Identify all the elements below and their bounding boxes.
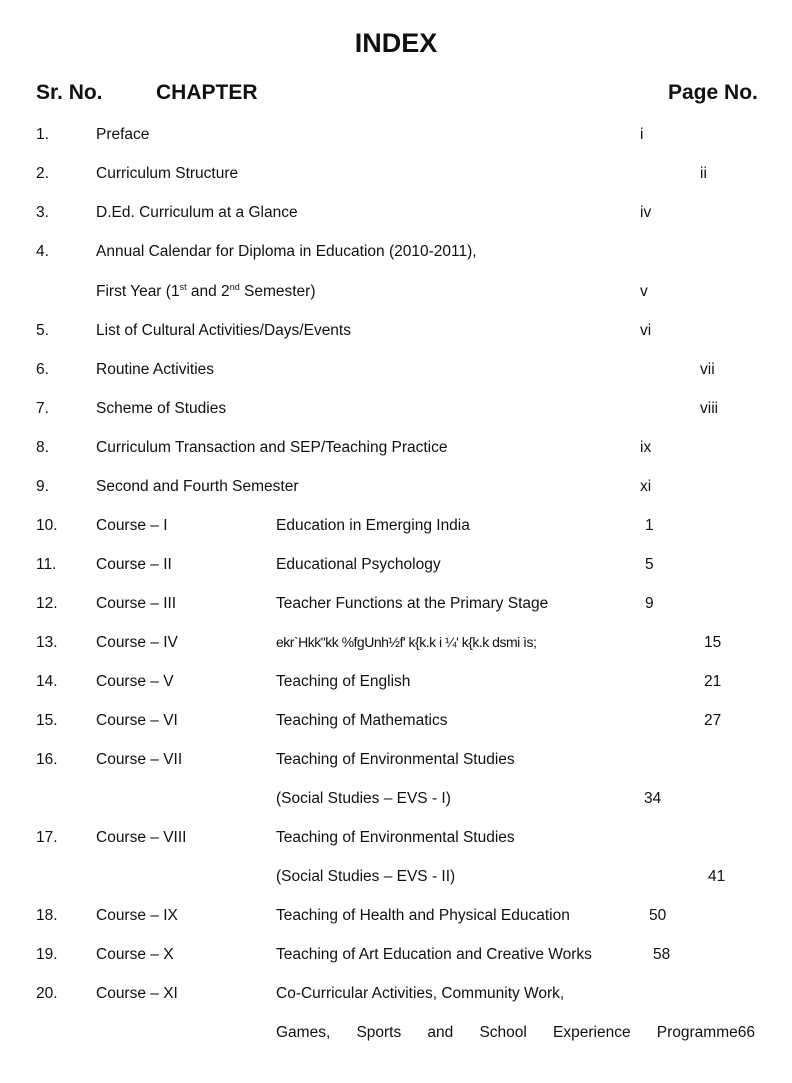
course-subject: Teaching of Art Education and Creative Works <box>276 946 592 963</box>
course-row <box>0 673 792 697</box>
course-subject: Teaching of Mathematics <box>276 712 448 729</box>
row-page: i <box>640 126 644 143</box>
row-number: 2. <box>36 165 49 182</box>
course-label: Course – XI <box>96 985 178 1002</box>
row-title: Routine Activities <box>96 361 215 378</box>
index-row <box>0 165 792 189</box>
superscript: st <box>179 281 187 292</box>
course-label: Course – X <box>96 946 174 963</box>
word: School <box>479 1024 527 1041</box>
row-number: 3. <box>36 204 49 221</box>
page-title: INDEX <box>354 28 438 58</box>
row-page: 1 <box>645 517 654 534</box>
course-row <box>0 751 792 775</box>
row-page: ix <box>640 439 652 456</box>
row-number: 14. <box>36 673 58 690</box>
word: Sports <box>356 1024 402 1041</box>
row-number: 7. <box>36 400 49 417</box>
row-number: 4. <box>36 243 49 260</box>
course-label: Course – VIII <box>96 829 187 846</box>
row-number: 9. <box>36 478 49 495</box>
row-number: 18. <box>36 907 58 924</box>
text-part: and 2 <box>186 283 230 300</box>
row-number: 20. <box>36 985 58 1002</box>
course-subject: Teaching of Environmental Studies <box>276 751 515 768</box>
index-row <box>0 478 792 502</box>
header-chapter: CHAPTER <box>156 81 258 104</box>
row-page: viii <box>700 400 719 417</box>
course-row <box>0 946 792 970</box>
row-page: xi <box>640 478 652 495</box>
course-label: Course – IV <box>96 634 178 651</box>
row-title-line2 <box>96 283 316 301</box>
index-row-continued <box>0 283 792 307</box>
row-number: 12. <box>36 595 58 612</box>
course-row <box>0 556 792 580</box>
row-page: 5 <box>645 556 654 573</box>
row-number: 11. <box>36 556 57 573</box>
header-page-no: Page No. <box>668 81 758 104</box>
course-row <box>0 595 792 619</box>
course-subject: Teacher Functions at the Primary Stage <box>276 595 549 612</box>
row-title: Curriculum Structure <box>96 165 239 182</box>
course-label: Course – VII <box>96 751 183 768</box>
index-row <box>0 204 792 228</box>
course-subject: Teaching of English <box>276 673 411 690</box>
course-label: Course – II <box>96 556 172 573</box>
course-subject: Teaching of Environmental Studies <box>276 829 515 846</box>
row-number: 10. <box>36 517 58 534</box>
row-page: vii <box>700 361 715 378</box>
course-row <box>0 517 792 541</box>
row-page: 34 <box>644 790 662 807</box>
course-row-continued <box>0 1024 792 1048</box>
course-subject: Education in Emerging India <box>276 517 470 534</box>
row-number: 15. <box>36 712 58 729</box>
text-part: Semester) <box>239 283 316 300</box>
course-row-continued <box>0 868 792 892</box>
index-row <box>0 400 792 424</box>
row-title: D.Ed. Curriculum at a Glance <box>96 204 298 221</box>
row-page: 50 <box>649 907 667 924</box>
course-row-continued <box>0 790 792 814</box>
row-title: Preface <box>96 126 150 143</box>
course-subject: Educational Psychology <box>276 556 441 573</box>
row-number: 5. <box>36 322 49 339</box>
row-page: 9 <box>645 595 654 612</box>
word: Programme66 <box>656 1024 755 1041</box>
course-subject: ekr`Hkk"kk %fgUnh½f' k{k.k i ¼' k{k.k dsmi ìs; <box>276 634 537 650</box>
course-label: Course – I <box>96 517 168 534</box>
row-page: 58 <box>653 946 671 963</box>
course-row <box>0 829 792 853</box>
row-number: 8. <box>36 439 49 456</box>
text-part: First Year (1 <box>96 283 180 300</box>
row-title: Scheme of Studies <box>96 400 227 417</box>
row-title: Second and Fourth Semester <box>96 478 299 495</box>
index-row <box>0 322 792 346</box>
word: Experience <box>553 1024 631 1041</box>
header-sr-no: Sr. No. <box>36 81 103 104</box>
word: Games, <box>276 1024 331 1041</box>
course-subject: Co-Curricular Activities, Community Work, <box>276 985 565 1002</box>
index-row <box>0 361 792 385</box>
course-subject-line2: (Social Studies – EVS - I) <box>276 790 451 807</box>
index-row <box>0 243 792 267</box>
course-row <box>0 634 792 658</box>
row-page: vi <box>640 322 652 339</box>
index-row <box>0 126 792 150</box>
course-row <box>0 712 792 736</box>
index-row <box>0 439 792 463</box>
row-title: Annual Calendar for Diploma in Education (2010-2011), <box>96 243 477 260</box>
course-label: Course – VI <box>96 712 178 729</box>
row-number: 6. <box>36 361 49 378</box>
row-number: 16. <box>36 751 58 768</box>
row-number: 13. <box>36 634 58 651</box>
row-title: Curriculum Transaction and SEP/Teaching Practice <box>96 439 448 456</box>
superscript: nd <box>229 281 240 292</box>
row-number: 19. <box>36 946 58 963</box>
course-row <box>0 907 792 931</box>
row-number: 17. <box>36 829 58 846</box>
row-title: List of Cultural Activities/Days/Events <box>96 322 351 339</box>
word: and <box>427 1024 454 1041</box>
row-page: 21 <box>704 673 722 690</box>
course-label: Course – III <box>96 595 177 612</box>
course-subject-line2: (Social Studies – EVS - II) <box>276 868 456 885</box>
row-page: iv <box>640 204 652 221</box>
course-subject: Teaching of Health and Physical Education <box>276 907 570 924</box>
row-page: 15 <box>704 634 722 651</box>
row-page: 41 <box>708 868 726 885</box>
row-page: ii <box>700 165 707 182</box>
course-label: Course – V <box>96 673 174 690</box>
course-subject-line2 <box>276 1024 755 1042</box>
course-row <box>0 985 792 1009</box>
row-number: 1. <box>36 126 49 143</box>
row-page: 27 <box>704 712 722 729</box>
course-label: Course – IX <box>96 907 178 924</box>
row-page: v <box>640 283 648 300</box>
